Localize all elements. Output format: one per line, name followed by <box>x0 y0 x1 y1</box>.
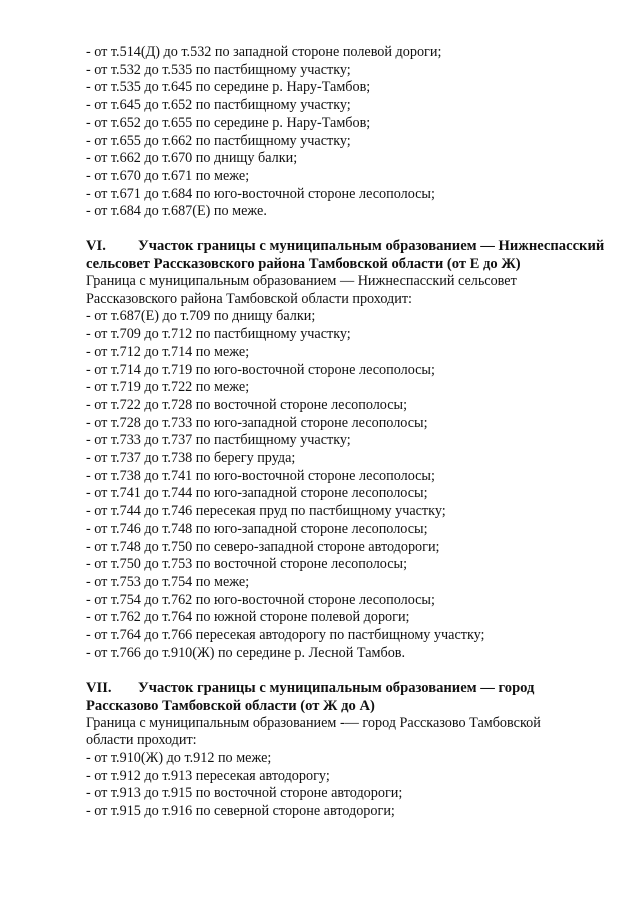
section-7-number: VII. <box>86 679 112 696</box>
list-item: - от т.728 до т.733 по юго-западной стороне лесополосы; <box>86 414 428 431</box>
list-item: - от т.737 до т.738 по берегу пруда; <box>86 450 296 467</box>
list-item: - от т.748 до т.750 по северо-западной стороне автодороги; <box>86 538 440 555</box>
section-7-heading <box>86 679 616 697</box>
list-item: - от т.655 до т.662 по пастбищному участку; <box>86 132 351 149</box>
list-item: - от т.684 до т.687(Е) по меже. <box>86 203 267 220</box>
list-item: - от т.764 до т.766 пересекая автодорогу по пастбищному участку; <box>86 627 485 644</box>
section-7-title-line-2: Рассказово Тамбовской области (от Ж до А) <box>86 697 375 714</box>
list-item: - от т.687(Е) до т.709 по днищу балки; <box>86 308 316 325</box>
list-item: - от т.753 до т.754 по меже; <box>86 573 250 590</box>
section-6-title-line-1: Участок границы с муниципальным образованием — Нижнеспасский <box>138 238 605 255</box>
section-6-intro-line-1: Граница с муниципальным образованием — Нижнеспасский сельсовет <box>86 273 517 290</box>
list-item: - от т.766 до т.910(Ж) по середине р. Лесной Тамбов. <box>86 644 406 661</box>
list-item: - от т.709 до т.712 по пастбищному участку; <box>86 326 351 343</box>
section-7 <box>86 679 616 821</box>
list-item: - от т.671 до т.684 по юго-восточной стороне лесополосы; <box>86 185 435 202</box>
list-item: - от т.733 до т.737 по пастбищному участку; <box>86 432 351 449</box>
section-6-intro-line-2: Рассказовского района Тамбовской области проходит: <box>86 290 412 307</box>
list-item: - от т.535 до т.645 по середине р. Нару-Тамбов; <box>86 79 371 96</box>
list-item: - от т.750 до т.753 по восточной стороне лесополосы; <box>86 556 408 573</box>
list-item: - от т.915 до т.916 по северной стороне автодороги; <box>86 803 395 820</box>
list-item: - от т.910(Ж) до т.912 по меже; <box>86 749 272 766</box>
list-item: - от т.712 до т.714 по меже; <box>86 343 250 360</box>
section-6-title-line-2: сельсовет Рассказовского района Тамбовской области (от Е до Ж) <box>86 256 521 273</box>
list-item: - от т.738 до т.741 по юго-восточной стороне лесополосы; <box>86 467 435 484</box>
list-item: - от т.762 до т.764 по южной стороне полевой дороги; <box>86 609 410 626</box>
document-page <box>86 44 616 821</box>
list-item: - от т.913 до т.915 по восточной стороне автодороги; <box>86 785 403 802</box>
section-6-number: VI. <box>86 238 106 255</box>
list-item: - от т.744 до т.746 пересекая пруд по пастбищному участку; <box>86 503 446 520</box>
list-item: - от т.670 до т.671 по меже; <box>86 167 250 184</box>
list-item: - от т.645 до т.652 по пастбищному участку; <box>86 97 351 114</box>
list-item: - от т.754 до т.762 по юго-восточной стороне лесополосы; <box>86 591 435 608</box>
section-6 <box>86 237 616 662</box>
list-item: - от т.532 до т.535 по пастбищному участку; <box>86 61 351 78</box>
list-item: - от т.514(Д) до т.532 по западной стороне полевой дороги; <box>86 44 442 60</box>
section-7-title-line-1: Участок границы с муниципальным образованием — город <box>138 679 535 696</box>
list-item: - от т.662 до т.670 по днищу балки; <box>86 150 298 167</box>
list-item: - от т.714 до т.719 по юго-восточной стороне лесополосы; <box>86 361 435 378</box>
list-item: - от т.741 до т.744 по юго-западной стороне лесополосы; <box>86 485 428 502</box>
intro-list <box>86 44 616 221</box>
section-7-intro-line-2: области проходит: <box>86 732 197 749</box>
list-item: - от т.719 до т.722 по меже; <box>86 379 250 396</box>
list-item: - от т.912 до т.913 пересекая автодорогу; <box>86 767 330 784</box>
section-6-heading <box>86 237 616 255</box>
section-7-intro-line-1: Граница с муниципальным образованием -— город Рассказово Тамбовской <box>86 714 541 731</box>
list-item: - от т.746 до т.748 по юго-западной стороне лесополосы; <box>86 520 428 537</box>
list-item: - от т.722 до т.728 по восточной стороне лесополосы; <box>86 396 408 413</box>
list-item: - от т.652 до т.655 по середине р. Нару-Тамбов; <box>86 114 371 131</box>
